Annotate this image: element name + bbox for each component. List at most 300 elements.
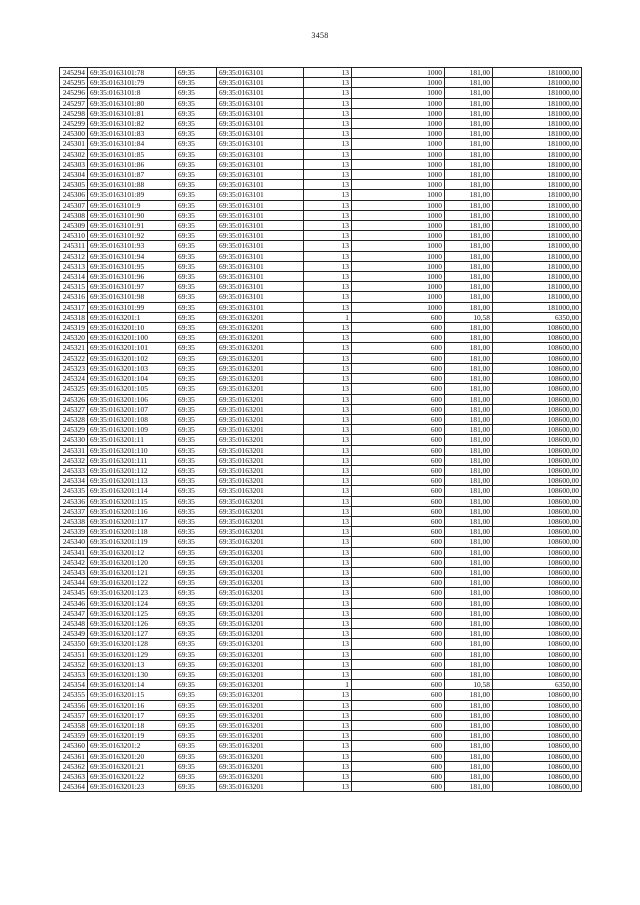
specific-value-cell: 181,00 — [445, 496, 493, 506]
cadastral-quarter-cell: 69:35:0163101 — [217, 108, 304, 118]
cadastral-number-cell: 69:35:0163101:89 — [88, 190, 176, 200]
cadastral-value-cell: 108600,00 — [493, 496, 582, 506]
district-code-cell: 69:35 — [176, 649, 217, 659]
area-cell: 600 — [352, 710, 445, 720]
cadastral-quarter-cell: 69:35:0163201 — [217, 384, 304, 394]
record-id-cell: 245294 — [60, 68, 88, 78]
table-row — [60, 506, 582, 516]
land-category-cell: 13 — [304, 731, 352, 741]
area-cell: 600 — [352, 731, 445, 741]
cadastral-quarter-cell: 69:35:0163101 — [217, 119, 304, 129]
district-code-cell: 69:35 — [176, 588, 217, 598]
specific-value-cell: 181,00 — [445, 761, 493, 771]
cadastral-number-cell: 69:35:0163101:81 — [88, 108, 176, 118]
record-id-cell: 245363 — [60, 772, 88, 782]
area-cell: 600 — [352, 751, 445, 761]
cadastral-number-cell: 69:35:0163101:83 — [88, 129, 176, 139]
table-row — [60, 782, 582, 792]
cadastral-quarter-cell: 69:35:0163101 — [217, 282, 304, 292]
table-row — [60, 455, 582, 465]
cadastral-number-cell: 69:35:0163201:125 — [88, 608, 176, 618]
record-id-cell: 245310 — [60, 231, 88, 241]
area-cell: 1000 — [352, 180, 445, 190]
land-category-cell: 13 — [304, 465, 352, 475]
land-category-cell: 13 — [304, 669, 352, 679]
specific-value-cell: 10,58 — [445, 312, 493, 322]
table-row — [60, 282, 582, 292]
cadastral-value-cell: 108600,00 — [493, 333, 582, 343]
area-cell: 1000 — [352, 190, 445, 200]
cadastral-quarter-cell: 69:35:0163101 — [217, 272, 304, 282]
cadastral-quarter-cell: 69:35:0163101 — [217, 302, 304, 312]
cadastral-value-cell: 181000,00 — [493, 149, 582, 159]
cadastral-number-cell: 69:35:0163101:94 — [88, 251, 176, 261]
cadastral-number-cell: 69:35:0163101:98 — [88, 292, 176, 302]
land-category-cell: 13 — [304, 659, 352, 669]
specific-value-cell: 181,00 — [445, 486, 493, 496]
district-code-cell: 69:35 — [176, 639, 217, 649]
record-id-cell: 245303 — [60, 159, 88, 169]
record-id-cell: 245344 — [60, 578, 88, 588]
area-cell: 600 — [352, 598, 445, 608]
cadastral-quarter-cell: 69:35:0163201 — [217, 527, 304, 537]
specific-value-cell: 181,00 — [445, 159, 493, 169]
cadastral-value-cell: 108600,00 — [493, 486, 582, 496]
specific-value-cell: 181,00 — [445, 557, 493, 567]
area-cell: 600 — [352, 323, 445, 333]
record-id-cell: 245360 — [60, 741, 88, 751]
district-code-cell: 69:35 — [176, 333, 217, 343]
cadastral-number-cell: 69:35:0163201:111 — [88, 455, 176, 465]
cadastral-quarter-cell: 69:35:0163201 — [217, 465, 304, 475]
cadastral-number-cell: 69:35:0163101:84 — [88, 139, 176, 149]
cadastral-value-cell: 108600,00 — [493, 598, 582, 608]
area-cell: 600 — [352, 353, 445, 363]
record-id-cell: 245354 — [60, 680, 88, 690]
land-category-cell: 13 — [304, 751, 352, 761]
land-category-cell: 13 — [304, 710, 352, 720]
table-row — [60, 435, 582, 445]
record-id-cell: 245316 — [60, 292, 88, 302]
district-code-cell: 69:35 — [176, 68, 217, 78]
record-id-cell: 245297 — [60, 98, 88, 108]
record-id-cell: 245299 — [60, 119, 88, 129]
district-code-cell: 69:35 — [176, 129, 217, 139]
record-id-cell: 245358 — [60, 721, 88, 731]
table-row — [60, 292, 582, 302]
cadastral-quarter-cell: 69:35:0163101 — [217, 129, 304, 139]
specific-value-cell: 181,00 — [445, 68, 493, 78]
table-row — [60, 98, 582, 108]
cadastral-number-cell: 69:35:0163101:79 — [88, 78, 176, 88]
land-category-cell: 13 — [304, 149, 352, 159]
cadastral-quarter-cell: 69:35:0163201 — [217, 629, 304, 639]
area-cell: 1000 — [352, 139, 445, 149]
specific-value-cell: 181,00 — [445, 516, 493, 526]
cadastral-quarter-cell: 69:35:0163101 — [217, 68, 304, 78]
cadastral-number-cell: 69:35:0163201:108 — [88, 414, 176, 424]
district-code-cell: 69:35 — [176, 537, 217, 547]
area-cell: 600 — [352, 476, 445, 486]
district-code-cell: 69:35 — [176, 659, 217, 669]
cadastral-number-cell: 69:35:0163101:96 — [88, 272, 176, 282]
area-cell: 1000 — [352, 108, 445, 118]
record-id-cell: 245298 — [60, 108, 88, 118]
specific-value-cell: 181,00 — [445, 649, 493, 659]
table-row — [60, 578, 582, 588]
cadastral-number-cell: 69:35:0163201:130 — [88, 669, 176, 679]
district-code-cell: 69:35 — [176, 557, 217, 567]
table-row — [60, 210, 582, 220]
area-cell: 600 — [352, 639, 445, 649]
area-cell: 600 — [352, 567, 445, 577]
area-cell: 600 — [352, 721, 445, 731]
cadastral-value-cell: 108600,00 — [493, 618, 582, 628]
table-row — [60, 618, 582, 628]
record-id-cell: 245318 — [60, 312, 88, 322]
record-id-cell: 245323 — [60, 363, 88, 373]
table-row — [60, 221, 582, 231]
cadastral-value-cell: 108600,00 — [493, 394, 582, 404]
land-category-cell: 13 — [304, 414, 352, 424]
land-category-cell: 13 — [304, 455, 352, 465]
cadastral-number-cell: 69:35:0163101:87 — [88, 170, 176, 180]
cadastral-value-cell: 108600,00 — [493, 506, 582, 516]
district-code-cell: 69:35 — [176, 414, 217, 424]
specific-value-cell: 181,00 — [445, 476, 493, 486]
cadastral-number-cell: 69:35:0163101:86 — [88, 159, 176, 169]
record-id-cell: 245361 — [60, 751, 88, 761]
area-cell: 600 — [352, 506, 445, 516]
specific-value-cell: 181,00 — [445, 598, 493, 608]
table-row — [60, 700, 582, 710]
land-category-cell: 13 — [304, 649, 352, 659]
cadastral-quarter-cell: 69:35:0163201 — [217, 731, 304, 741]
specific-value-cell: 181,00 — [445, 782, 493, 792]
cadastral-value-cell: 108600,00 — [493, 649, 582, 659]
district-code-cell: 69:35 — [176, 119, 217, 129]
cadastral-quarter-cell: 69:35:0163101 — [217, 139, 304, 149]
cadastral-value-cell: 108600,00 — [493, 588, 582, 598]
area-cell: 1000 — [352, 210, 445, 220]
table-row — [60, 241, 582, 251]
district-code-cell: 69:35 — [176, 741, 217, 751]
table-row — [60, 751, 582, 761]
record-id-cell: 245308 — [60, 210, 88, 220]
cadastral-value-cell: 108600,00 — [493, 639, 582, 649]
cadastral-number-cell: 69:35:0163201:16 — [88, 700, 176, 710]
area-cell: 600 — [352, 659, 445, 669]
cadastral-quarter-cell: 69:35:0163101 — [217, 210, 304, 220]
record-id-cell: 245314 — [60, 272, 88, 282]
cadastral-number-cell: 69:35:0163201:114 — [88, 486, 176, 496]
specific-value-cell: 181,00 — [445, 343, 493, 353]
cadastral-number-cell: 69:35:0163101:78 — [88, 68, 176, 78]
cadastral-quarter-cell: 69:35:0163201 — [217, 363, 304, 373]
specific-value-cell: 181,00 — [445, 78, 493, 88]
specific-value-cell: 181,00 — [445, 282, 493, 292]
land-category-cell: 13 — [304, 210, 352, 220]
cadastral-quarter-cell: 69:35:0163101 — [217, 231, 304, 241]
cadastral-quarter-cell: 69:35:0163201 — [217, 374, 304, 384]
cadastral-quarter-cell: 69:35:0163201 — [217, 547, 304, 557]
district-code-cell: 69:35 — [176, 425, 217, 435]
area-cell: 600 — [352, 445, 445, 455]
cadastral-value-cell: 181000,00 — [493, 241, 582, 251]
specific-value-cell: 181,00 — [445, 629, 493, 639]
district-code-cell: 69:35 — [176, 272, 217, 282]
cadastral-value-cell: 181000,00 — [493, 261, 582, 271]
table-row — [60, 721, 582, 731]
cadastral-value-cell: 108600,00 — [493, 527, 582, 537]
cadastral-quarter-cell: 69:35:0163101 — [217, 261, 304, 271]
cadastral-quarter-cell: 69:35:0163201 — [217, 741, 304, 751]
cadastral-quarter-cell: 69:35:0163201 — [217, 343, 304, 353]
cadastral-quarter-cell: 69:35:0163201 — [217, 578, 304, 588]
area-cell: 600 — [352, 527, 445, 537]
cadastral-quarter-cell: 69:35:0163101 — [217, 98, 304, 108]
cadastral-value-cell: 108600,00 — [493, 567, 582, 577]
cadastral-value-table — [59, 67, 582, 792]
cadastral-number-cell: 69:35:0163201:105 — [88, 384, 176, 394]
area-cell: 600 — [352, 772, 445, 782]
land-category-cell: 13 — [304, 394, 352, 404]
area-cell: 1000 — [352, 282, 445, 292]
specific-value-cell: 181,00 — [445, 700, 493, 710]
cadastral-value-cell: 181000,00 — [493, 221, 582, 231]
land-category-cell: 13 — [304, 772, 352, 782]
cadastral-quarter-cell: 69:35:0163201 — [217, 455, 304, 465]
district-code-cell: 69:35 — [176, 731, 217, 741]
cadastral-number-cell: 69:35:0163201:1 — [88, 312, 176, 322]
cadastral-quarter-cell: 69:35:0163201 — [217, 557, 304, 567]
cadastral-number-cell: 69:35:0163201:115 — [88, 496, 176, 506]
record-id-cell: 245359 — [60, 731, 88, 741]
table-row — [60, 486, 582, 496]
specific-value-cell: 181,00 — [445, 333, 493, 343]
specific-value-cell: 181,00 — [445, 465, 493, 475]
area-cell: 600 — [352, 374, 445, 384]
land-category-cell: 13 — [304, 629, 352, 639]
land-category-cell: 13 — [304, 445, 352, 455]
cadastral-value-cell: 6350,00 — [493, 680, 582, 690]
specific-value-cell: 181,00 — [445, 751, 493, 761]
district-code-cell: 69:35 — [176, 323, 217, 333]
specific-value-cell: 181,00 — [445, 404, 493, 414]
cadastral-number-cell: 69:35:0163201:21 — [88, 761, 176, 771]
specific-value-cell: 181,00 — [445, 231, 493, 241]
district-code-cell: 69:35 — [176, 108, 217, 118]
cadastral-quarter-cell: 69:35:0163201 — [217, 414, 304, 424]
table-row — [60, 353, 582, 363]
specific-value-cell: 181,00 — [445, 261, 493, 271]
area-cell: 600 — [352, 557, 445, 567]
record-id-cell: 245306 — [60, 190, 88, 200]
table-row — [60, 680, 582, 690]
cadastral-value-cell: 108600,00 — [493, 669, 582, 679]
district-code-cell: 69:35 — [176, 98, 217, 108]
record-id-cell: 245362 — [60, 761, 88, 771]
specific-value-cell: 181,00 — [445, 659, 493, 669]
land-category-cell: 13 — [304, 353, 352, 363]
district-code-cell: 69:35 — [176, 139, 217, 149]
area-cell: 1000 — [352, 272, 445, 282]
specific-value-cell: 181,00 — [445, 384, 493, 394]
specific-value-cell: 181,00 — [445, 537, 493, 547]
area-cell: 600 — [352, 537, 445, 547]
cadastral-value-cell: 6350,00 — [493, 312, 582, 322]
table-row — [60, 669, 582, 679]
cadastral-number-cell: 69:35:0163101:95 — [88, 261, 176, 271]
specific-value-cell: 181,00 — [445, 618, 493, 628]
land-category-cell: 13 — [304, 476, 352, 486]
table-row — [60, 527, 582, 537]
cadastral-quarter-cell: 69:35:0163101 — [217, 180, 304, 190]
cadastral-number-cell: 69:35:0163201:110 — [88, 445, 176, 455]
table-body — [60, 68, 582, 792]
district-code-cell: 69:35 — [176, 384, 217, 394]
land-category-cell: 13 — [304, 547, 352, 557]
land-category-cell: 13 — [304, 78, 352, 88]
record-id-cell: 245350 — [60, 639, 88, 649]
table-row — [60, 108, 582, 118]
cadastral-number-cell: 69:35:0163201:124 — [88, 598, 176, 608]
land-category-cell: 13 — [304, 486, 352, 496]
area-cell: 600 — [352, 680, 445, 690]
land-category-cell: 13 — [304, 741, 352, 751]
district-code-cell: 69:35 — [176, 404, 217, 414]
record-id-cell: 245337 — [60, 506, 88, 516]
cadastral-quarter-cell: 69:35:0163201 — [217, 772, 304, 782]
district-code-cell: 69:35 — [176, 312, 217, 322]
district-code-cell: 69:35 — [176, 282, 217, 292]
specific-value-cell: 181,00 — [445, 251, 493, 261]
table-row — [60, 374, 582, 384]
land-category-cell: 1 — [304, 312, 352, 322]
specific-value-cell: 10,58 — [445, 680, 493, 690]
table-row — [60, 394, 582, 404]
cadastral-number-cell: 69:35:0163201:127 — [88, 629, 176, 639]
cadastral-value-cell: 181000,00 — [493, 210, 582, 220]
cadastral-value-cell: 181000,00 — [493, 98, 582, 108]
cadastral-quarter-cell: 69:35:0163201 — [217, 312, 304, 322]
record-id-cell: 245356 — [60, 700, 88, 710]
cadastral-number-cell: 69:35:0163201:23 — [88, 782, 176, 792]
cadastral-value-cell: 181000,00 — [493, 139, 582, 149]
district-code-cell: 69:35 — [176, 465, 217, 475]
cadastral-number-cell: 69:35:0163101:97 — [88, 282, 176, 292]
table-row — [60, 414, 582, 424]
specific-value-cell: 181,00 — [445, 139, 493, 149]
cadastral-number-cell: 69:35:0163201:14 — [88, 680, 176, 690]
district-code-cell: 69:35 — [176, 669, 217, 679]
district-code-cell: 69:35 — [176, 231, 217, 241]
cadastral-number-cell: 69:35:0163201:123 — [88, 588, 176, 598]
specific-value-cell: 181,00 — [445, 323, 493, 333]
land-category-cell: 13 — [304, 323, 352, 333]
cadastral-value-cell: 181000,00 — [493, 88, 582, 98]
table-row — [60, 231, 582, 241]
cadastral-quarter-cell: 69:35:0163101 — [217, 88, 304, 98]
cadastral-number-cell: 69:35:0163201:100 — [88, 333, 176, 343]
land-category-cell: 13 — [304, 404, 352, 414]
land-category-cell: 13 — [304, 190, 352, 200]
specific-value-cell: 181,00 — [445, 129, 493, 139]
cadastral-value-cell: 108600,00 — [493, 435, 582, 445]
cadastral-number-cell: 69:35:0163101:99 — [88, 302, 176, 312]
district-code-cell: 69:35 — [176, 516, 217, 526]
table-row — [60, 659, 582, 669]
land-category-cell: 13 — [304, 251, 352, 261]
area-cell: 1000 — [352, 159, 445, 169]
table-row — [60, 302, 582, 312]
cadastral-value-cell: 181000,00 — [493, 180, 582, 190]
area-cell: 600 — [352, 608, 445, 618]
land-category-cell: 13 — [304, 782, 352, 792]
cadastral-number-cell: 69:35:0163201:104 — [88, 374, 176, 384]
cadastral-value-cell: 108600,00 — [493, 751, 582, 761]
district-code-cell: 69:35 — [176, 761, 217, 771]
specific-value-cell: 181,00 — [445, 445, 493, 455]
cadastral-value-cell: 108600,00 — [493, 353, 582, 363]
land-category-cell: 13 — [304, 700, 352, 710]
area-cell: 600 — [352, 547, 445, 557]
specific-value-cell: 181,00 — [445, 190, 493, 200]
cadastral-value-cell: 108600,00 — [493, 384, 582, 394]
district-code-cell: 69:35 — [176, 445, 217, 455]
record-id-cell: 245305 — [60, 180, 88, 190]
cadastral-value-cell: 108600,00 — [493, 455, 582, 465]
cadastral-quarter-cell: 69:35:0163201 — [217, 394, 304, 404]
cadastral-number-cell: 69:35:0163201:106 — [88, 394, 176, 404]
district-code-cell: 69:35 — [176, 608, 217, 618]
record-id-cell: 245338 — [60, 516, 88, 526]
cadastral-value-cell: 108600,00 — [493, 557, 582, 567]
cadastral-value-cell: 181000,00 — [493, 251, 582, 261]
area-cell: 1000 — [352, 149, 445, 159]
specific-value-cell: 181,00 — [445, 353, 493, 363]
district-code-cell: 69:35 — [176, 221, 217, 231]
specific-value-cell: 181,00 — [445, 108, 493, 118]
area-cell: 600 — [352, 435, 445, 445]
table-row — [60, 149, 582, 159]
cadastral-number-cell: 69:35:0163201:120 — [88, 557, 176, 567]
cadastral-value-cell: 181000,00 — [493, 68, 582, 78]
area-cell: 600 — [352, 690, 445, 700]
district-code-cell: 69:35 — [176, 210, 217, 220]
record-id-cell: 245335 — [60, 486, 88, 496]
district-code-cell: 69:35 — [176, 180, 217, 190]
specific-value-cell: 181,00 — [445, 210, 493, 220]
land-category-cell: 13 — [304, 761, 352, 771]
specific-value-cell: 181,00 — [445, 88, 493, 98]
land-category-cell: 13 — [304, 690, 352, 700]
table-row — [60, 547, 582, 557]
cadastral-number-cell: 69:35:0163201:15 — [88, 690, 176, 700]
area-cell: 600 — [352, 425, 445, 435]
area-cell: 1000 — [352, 231, 445, 241]
specific-value-cell: 181,00 — [445, 527, 493, 537]
district-code-cell: 69:35 — [176, 782, 217, 792]
district-code-cell: 69:35 — [176, 149, 217, 159]
cadastral-value-cell: 181000,00 — [493, 200, 582, 210]
record-id-cell: 245320 — [60, 333, 88, 343]
cadastral-value-cell: 181000,00 — [493, 231, 582, 241]
cadastral-number-cell: 69:35:0163201:102 — [88, 353, 176, 363]
district-code-cell: 69:35 — [176, 751, 217, 761]
land-category-cell: 13 — [304, 261, 352, 271]
land-category-cell: 13 — [304, 241, 352, 251]
